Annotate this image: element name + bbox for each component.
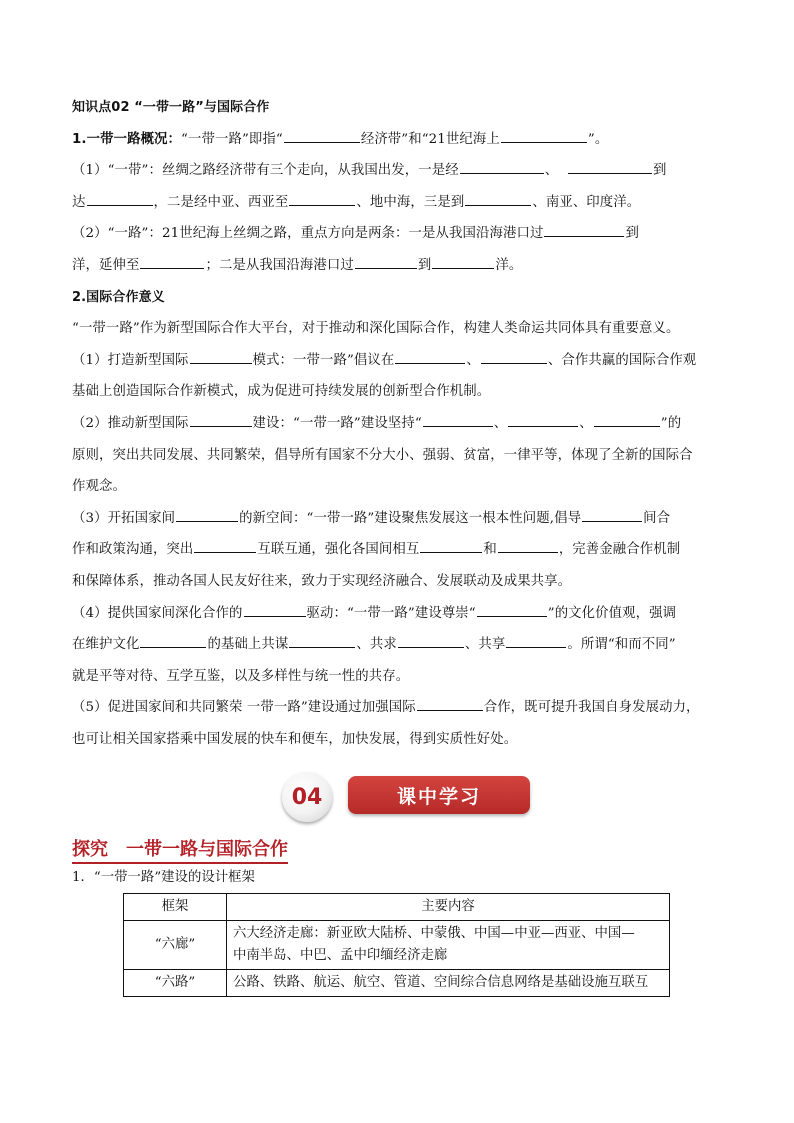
fill-blank[interactable] xyxy=(568,160,652,174)
fill-blank[interactable] xyxy=(420,539,482,553)
item1-line-2: 基础上创造国际合作新模式，成为促进可持续发展的创新型合作机制。 xyxy=(72,384,491,400)
fill-blank[interactable] xyxy=(465,192,531,206)
section-number-badge: 04 xyxy=(282,772,332,822)
fill-blank[interactable] xyxy=(582,508,642,522)
item4-line-2: 在维护文化 的基础上共谋 、共求 、共享 。所谓“和而不同” xyxy=(72,629,724,661)
item5-line-1: （5）促进国家间和共同繁荣 一带一路”建设通过加强国际 合作，既可提升我国自身发展动力， xyxy=(72,692,724,724)
fill-blank[interactable] xyxy=(423,413,493,427)
table-row xyxy=(124,970,670,997)
table-row xyxy=(124,921,670,970)
item3-line-1: （3）开拓国家间 的新空间：“一带一路”建设聚焦发展这一根本性问题,倡导 间合 xyxy=(72,503,724,535)
fill-blank[interactable] xyxy=(481,350,547,364)
fill-blank[interactable] xyxy=(176,508,238,522)
knowledge-point-section xyxy=(72,92,724,755)
fill-blank[interactable] xyxy=(398,634,464,648)
item3-line-3: 和保障体系，推动各国人民友好往来，致力于实现经济融合、发展联动及成果共享。 xyxy=(72,573,572,589)
fill-blank[interactable] xyxy=(355,255,417,269)
fill-blank[interactable] xyxy=(417,697,483,711)
section-banner xyxy=(282,772,532,822)
road-line-2: 洋，延伸至 ；二是从我国沿海港口过 到 洋。 xyxy=(72,250,724,282)
item2-line-2: 原则，突出共同发展、共同繁荣，倡导所有国家不分大小、强弱、贫富，一律平等，体现了全新的国际合 xyxy=(72,447,693,463)
fill-blank[interactable] xyxy=(87,192,153,206)
item4-line-3: 就是平等对待、互学互鉴，以及多样性与统一性的共存。 xyxy=(72,668,410,684)
explore-title: 探究 一带一路与国际合作 xyxy=(72,835,288,864)
fill-blank[interactable] xyxy=(289,192,355,206)
fill-blank[interactable] xyxy=(289,634,355,648)
item4-line-1: （4）提供国家间深化合作的 驱动：“一带一路”建设尊崇“ ”的文化价值观，强调 xyxy=(72,598,724,630)
fill-blank[interactable] xyxy=(477,603,547,617)
fill-blank[interactable] xyxy=(190,413,252,427)
fill-blank[interactable] xyxy=(190,350,252,364)
road-line-1: （2）“一路”：21世纪海上丝绸之路，重点方向是两条：一是从我国沿海港口过 到 xyxy=(72,218,724,250)
fill-blank[interactable] xyxy=(501,129,587,143)
table-header-cell: 主要内容 xyxy=(227,894,670,921)
fill-blank[interactable] xyxy=(284,129,360,143)
belt-line-2: 达 ，二是经中亚、西亚至 、地中海，三是到 、南亚、印度洋。 xyxy=(72,187,724,219)
section-ribbon: 课中学习 xyxy=(348,776,530,814)
significance-intro: “一带一路”作为新型国际合作大平台，对于推动和深化国际合作，构建人类命运共同体具有重要意义。 xyxy=(72,321,680,337)
fill-blank[interactable] xyxy=(498,539,558,553)
table-content-cell: 六大经济走廊：新亚欧大陆桥、中蒙俄、中国—中亚—西亚、中国— 中南半岛、中巴、孟中印缅经济走廊 xyxy=(227,921,670,970)
fill-blank[interactable] xyxy=(140,634,206,648)
fill-blank[interactable] xyxy=(140,255,204,269)
fill-blank[interactable] xyxy=(508,413,578,427)
table-content-cell: 公路、铁路、航运、航空、管道、空间综合信息网络是基础设施互联互 xyxy=(227,970,670,997)
table-key-cell: “六路” xyxy=(124,970,227,997)
fill-blank[interactable] xyxy=(194,539,256,553)
fill-blank[interactable] xyxy=(395,350,465,364)
item1-line-1: （1）打造新型国际 模式：一带一路”倡议在 、 、合作共赢的国际合作观 xyxy=(72,345,724,377)
table-key-cell: “六廊” xyxy=(124,921,227,970)
fill-blank[interactable] xyxy=(594,413,660,427)
kp02-title: 知识点02 “一带一路”与国际合作 xyxy=(72,100,270,115)
framework-table xyxy=(123,893,670,997)
fill-blank[interactable] xyxy=(544,223,624,237)
table-header-cell: 框架 xyxy=(124,894,227,921)
explore-subtitle: 1．“一带一路”建设的设计框架 xyxy=(72,870,255,885)
item2-line-3: 作观念。 xyxy=(72,479,126,495)
table-header-row xyxy=(124,894,670,921)
item2-line-1: （2）推动新型国际 建设：“一带一路”建设坚持“ 、 、 ”的 xyxy=(72,408,724,440)
belt-line-1: （1）“一带”：丝绸之路经济带有三个走向，从我国出发，一是经 、 到 xyxy=(72,155,724,187)
fill-blank[interactable] xyxy=(432,255,494,269)
fill-blank[interactable] xyxy=(244,603,306,617)
item5-line-2: 也可让相关国家搭乘中国发展的快车和便车，加快发展，得到实质性好处。 xyxy=(72,731,518,747)
significance-heading: 2.国际合作意义 xyxy=(72,289,165,305)
fill-blank[interactable] xyxy=(506,634,566,648)
item3-line-2: 作和政策沟通，突出 互联互通，强化各国间相互 和 ，完善金融合作机制 xyxy=(72,534,724,566)
fill-blank[interactable] xyxy=(460,160,544,174)
overview-line: 1.一带一路概况：“一带一路”即指“ 经济带”和“21世纪海上 ”。 xyxy=(72,124,724,156)
overview-heading: 1.一带一路概况： xyxy=(72,131,182,147)
